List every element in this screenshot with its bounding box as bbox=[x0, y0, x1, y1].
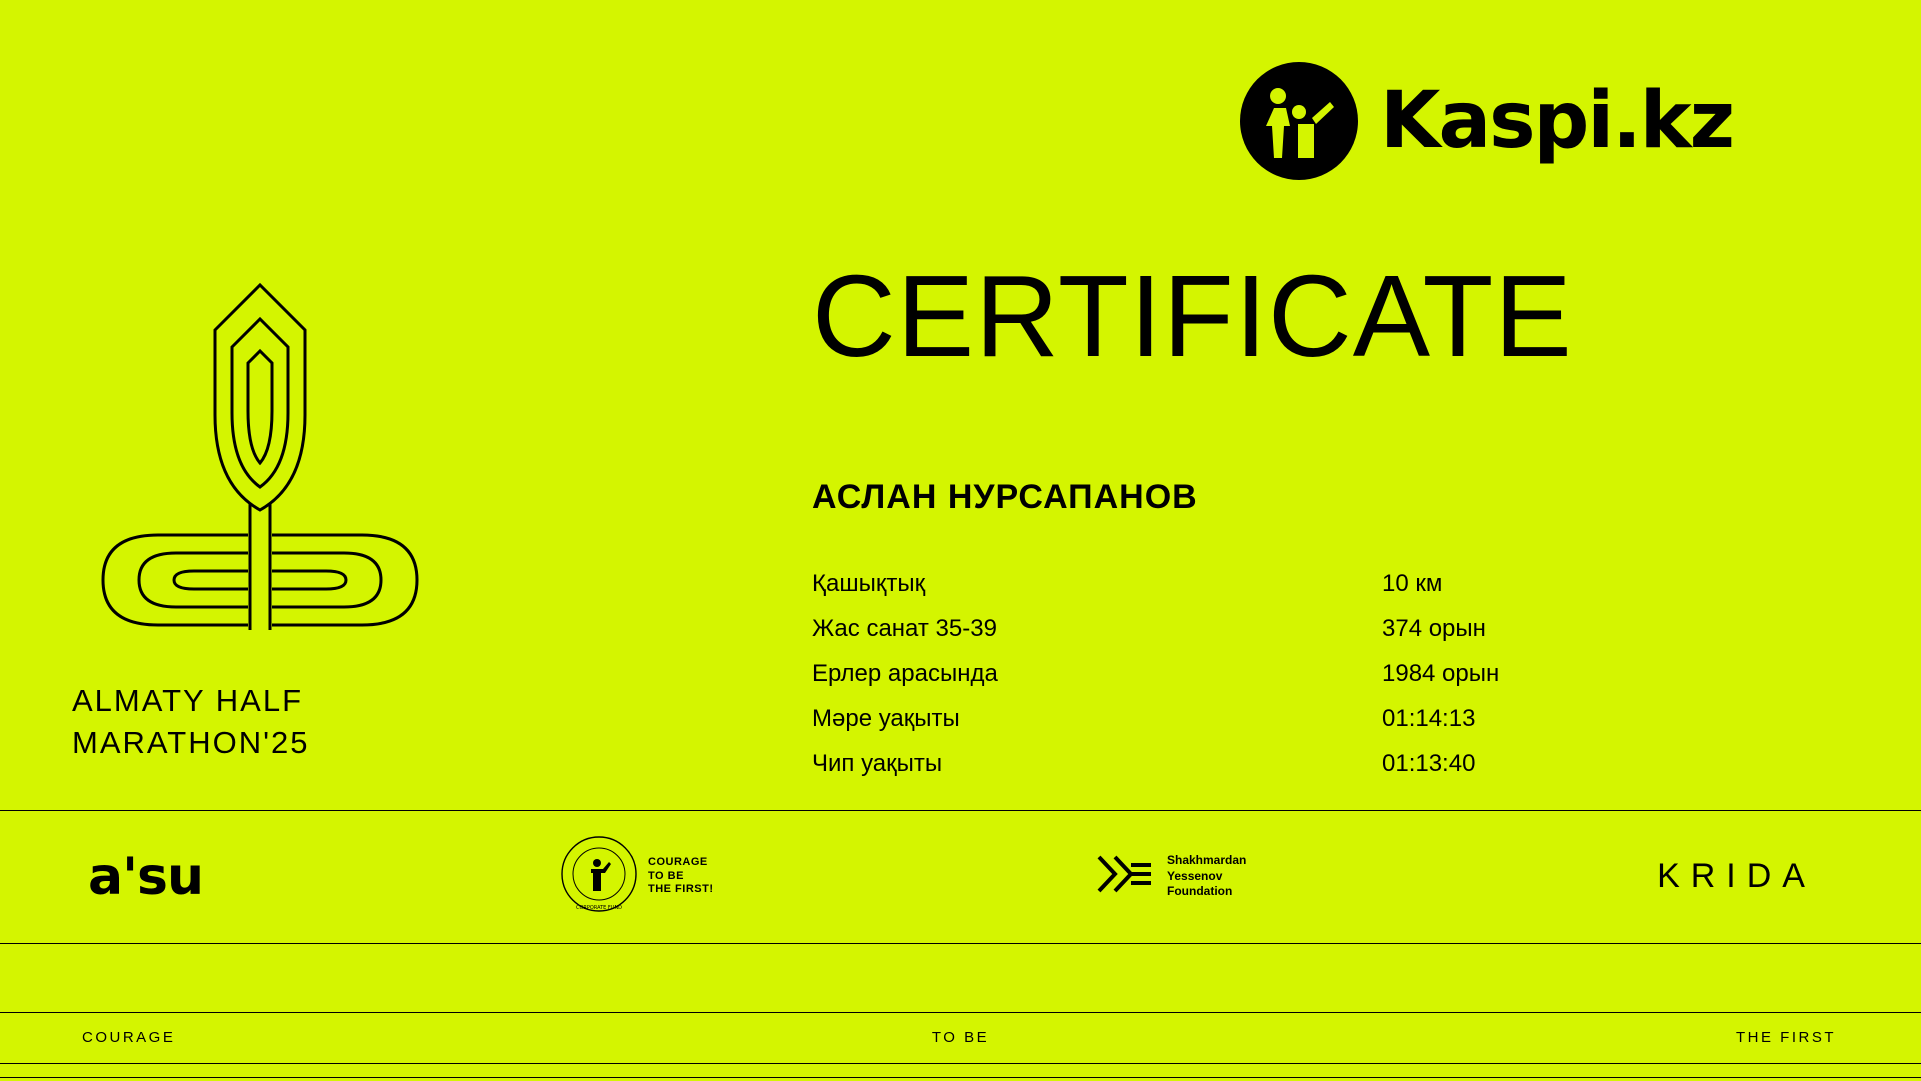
yessenov-line2: Yessenov bbox=[1167, 868, 1223, 883]
yessenov-line1: Shakhmardan bbox=[1167, 853, 1247, 868]
kaspi-logo bbox=[1240, 62, 1733, 180]
sponsor-strip bbox=[0, 810, 1921, 943]
event-name-line2: MARATHON'25 bbox=[72, 724, 310, 760]
sponsor-krida bbox=[1657, 857, 1816, 896]
result-value: 374 орын bbox=[1382, 615, 1486, 642]
slogan-part3: THE FIRST bbox=[1736, 1029, 1836, 1046]
sponsor-courage-text bbox=[648, 856, 714, 897]
runner-name: АСЛАН НУРСАПАНОВ bbox=[812, 478, 1198, 516]
divider-4 bbox=[0, 1063, 1921, 1064]
result-label: Қашықтық bbox=[812, 570, 926, 597]
courage-line2: TO BE bbox=[648, 869, 684, 882]
results-table bbox=[812, 570, 1572, 795]
table-row bbox=[812, 750, 1572, 795]
divider-2 bbox=[0, 943, 1921, 944]
table-row bbox=[812, 705, 1572, 750]
page-title: CERTIFICATE bbox=[812, 251, 1573, 381]
corporate-fund-courage-icon bbox=[560, 835, 638, 918]
kaspi-person-circle-icon bbox=[1240, 62, 1358, 180]
sponsor-courage-fund bbox=[560, 835, 714, 918]
sponsor-yessenov bbox=[1095, 851, 1246, 902]
sponsor-yessenov-text bbox=[1167, 853, 1246, 900]
table-row bbox=[812, 615, 1572, 660]
courage-line1: COURAGE bbox=[648, 855, 708, 868]
table-row bbox=[812, 660, 1572, 705]
result-value: 01:13:40 bbox=[1382, 750, 1476, 777]
event-name bbox=[72, 680, 492, 764]
result-value: 01:14:13 bbox=[1382, 705, 1476, 732]
tulip-emblem-icon bbox=[60, 235, 460, 655]
svg-text:CORPORATE FUND: CORPORATE FUND bbox=[575, 905, 623, 911]
slogan-row bbox=[0, 1012, 1921, 1063]
result-value: 10 км bbox=[1382, 570, 1443, 597]
courage-line3: THE FIRST! bbox=[648, 883, 714, 896]
asu-logo-icon: a'su bbox=[88, 846, 203, 907]
slogan-part2: TO BE bbox=[931, 1029, 990, 1046]
table-row bbox=[812, 570, 1572, 615]
result-label: Чип уақыты bbox=[812, 750, 943, 777]
krida-logo-icon: KRIDA bbox=[1657, 857, 1816, 895]
slogan-part1: COURAGE bbox=[82, 1029, 176, 1046]
result-value: 1984 орын bbox=[1382, 660, 1500, 687]
result-label: Мәре уақыты bbox=[812, 705, 960, 732]
result-label: Жас санат 35-39 bbox=[812, 615, 997, 642]
result-label: Ерлер арасында bbox=[812, 660, 998, 687]
event-name-line1: ALMATY HALF bbox=[72, 683, 304, 718]
divider-5 bbox=[0, 1077, 1921, 1078]
yessenov-line3: Foundation bbox=[1167, 884, 1233, 899]
yessenov-foundation-icon bbox=[1095, 851, 1155, 902]
sponsor-asu bbox=[88, 847, 203, 907]
kaspi-logo-text: Kaspi.kz bbox=[1380, 76, 1733, 166]
